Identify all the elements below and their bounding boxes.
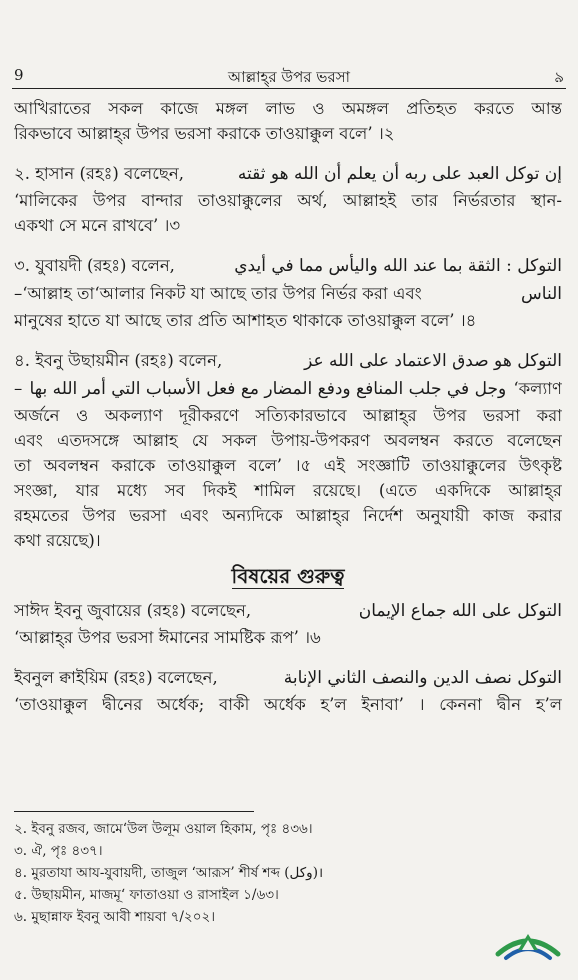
- text-line: রহমতের উপর ভরসা এবং অন্যদিকে আল্লাহ্‌র নির্দেশ অনুযায়ী কাজ করার: [14, 506, 562, 525]
- text-line: মানুষের হাতে যা আছে তার প্রতি আশাহত থাকাকে তাওয়াক্কুল বলে’ ।৪: [14, 311, 477, 330]
- quote-intro-line: [14, 160, 562, 188]
- arabic-quote: إن توكل العبد على ربه أن يعلم أن الله هو ثقته: [237, 164, 562, 184]
- arabic-quote: التوكل : الثقة بما عند الله واليأس مما في أيدي: [234, 256, 562, 276]
- footnote: ৪. মুরতাযা আয-যুবায়দী, তাজুল ‘আরূস’ শীর্ষ শব্দ (وكل)।: [14, 865, 324, 881]
- footnote: ২. ইবনু রজব, জামে‘উল উলূম ওয়াল হিকাম, পৃঃ ৪৩৬।: [14, 821, 313, 837]
- text-line: রিকভাবে আল্লাহ্‌র উপর ভরসা করাকে তাওয়াক্কুল বলে’ ।২: [14, 124, 395, 143]
- text-segment: –: [14, 379, 23, 398]
- arabic-quote-tail: الناس: [521, 284, 562, 304]
- speaker-label: ৪. ইবনু উছায়মীন (রহঃ) বলেন,: [14, 351, 223, 370]
- publisher-logo-icon: [492, 920, 564, 966]
- text-line: এবং এতদসঙ্গে আল্লাহ যে সকল উপায়-উপকরণ অবলম্বন করতে বলেছেন: [14, 431, 562, 450]
- speaker-label: ৩. যুবায়দী (রহঃ) বলেন,: [14, 256, 175, 275]
- header-rule: [12, 88, 566, 89]
- main-text: [14, 96, 562, 717]
- text-line: একথা সে মনে রাখবে’ ।৩: [14, 216, 181, 235]
- arabic-quote-tail: وجل في جلب المنافع ودفع المضار مع فعل الأسباب التي أمر الله بها: [29, 379, 507, 399]
- arabic-quote: التوكل على الله جماع الإيمان: [358, 601, 562, 621]
- text-segment: ‘কল্যাণ: [513, 379, 562, 398]
- footnote: ৬. মুছান্নাফ ইবনু আবী শায়বা ৭/২০২।: [14, 909, 216, 925]
- text-segment: –‘আল্লাহ তা‘আলার নিকট যা আছে তার উপর নির্ভর করা এবং: [14, 284, 422, 303]
- arabic-quote: التوكل نصف الدين والنصف الثاني الإنابة: [283, 668, 562, 688]
- text-line: কথা রয়েছে)।: [14, 531, 101, 550]
- footnote: ৫. উছায়মীন, মাজমূ‘ ফাতাওয়া ও রাসাইল ১/৬৩।: [14, 887, 279, 903]
- text-line: ‘তাওয়াক্কুল দ্বীনের অর্ধেক; বাকী অর্ধেক হ’ল ইনাবা’ । কেননা দ্বীন হ’ল: [14, 695, 562, 714]
- text-line: অর্জনে ও অকল্যাণ দূরীকরণে সত্যিকারভাবে আল্লাহ্‌র উপর ভরসা করা: [14, 406, 562, 425]
- speaker-label: সাঈদ ইবনু জুবায়ের (রহঃ) বলেছেন,: [14, 601, 252, 620]
- section-heading: বিষয়ের গুরুত্ব: [231, 564, 345, 588]
- quote-continue-line: [14, 375, 562, 403]
- quote-continue-line: [14, 280, 562, 308]
- page-number-latin: 9: [14, 66, 24, 84]
- footnote: ৩. ঐ, পৃঃ ৪৩৭।: [14, 843, 103, 859]
- text-line: সংজ্ঞা, যার মধ্যে সব দিকই শামিল রয়েছে। (এতে একদিকে আল্লাহ্‌র: [14, 481, 562, 500]
- text-line: তা অবলম্বন করাকে তাওয়াক্কুল বলে’ ।৫ এই সংজ্ঞাটি তাওয়াক্কুলের উৎকৃষ্ট: [14, 456, 562, 475]
- page-number-bengali: ৯: [554, 68, 564, 86]
- quote-intro-line: [14, 597, 562, 625]
- running-title: আল্লাহ্‌র উপর ভরসা: [228, 68, 350, 86]
- footnotes: [14, 818, 562, 928]
- running-header: [14, 66, 564, 90]
- quote-intro-line: [14, 252, 562, 280]
- quote-intro-line: [14, 347, 562, 375]
- speaker-label: ২. হাসান (রহঃ) বলেছেন,: [14, 164, 184, 183]
- speaker-label: ইবনুল ক্বাইয়িম (রহঃ) বলেছেন,: [14, 668, 218, 687]
- quote-intro-line: [14, 664, 562, 692]
- arabic-quote: التوكل هو صدق الاعتماد على الله عز: [304, 351, 562, 371]
- footnote-rule: [14, 811, 254, 812]
- text-line: ‘আল্লাহ্‌র উপর ভরসা ঈমানের সামষ্টিক রূপ’ ।৬: [14, 628, 321, 647]
- text-line: আখিরাতের সকল কাজে মঙ্গল লাভ ও অমঙ্গল প্রতিহত করতে আন্ত: [14, 99, 562, 118]
- text-line: ‘মালিকের উপর বান্দার তাওয়াক্কুলের অর্থ, আল্লাহই তার নির্ভরতার স্থান-: [14, 191, 562, 210]
